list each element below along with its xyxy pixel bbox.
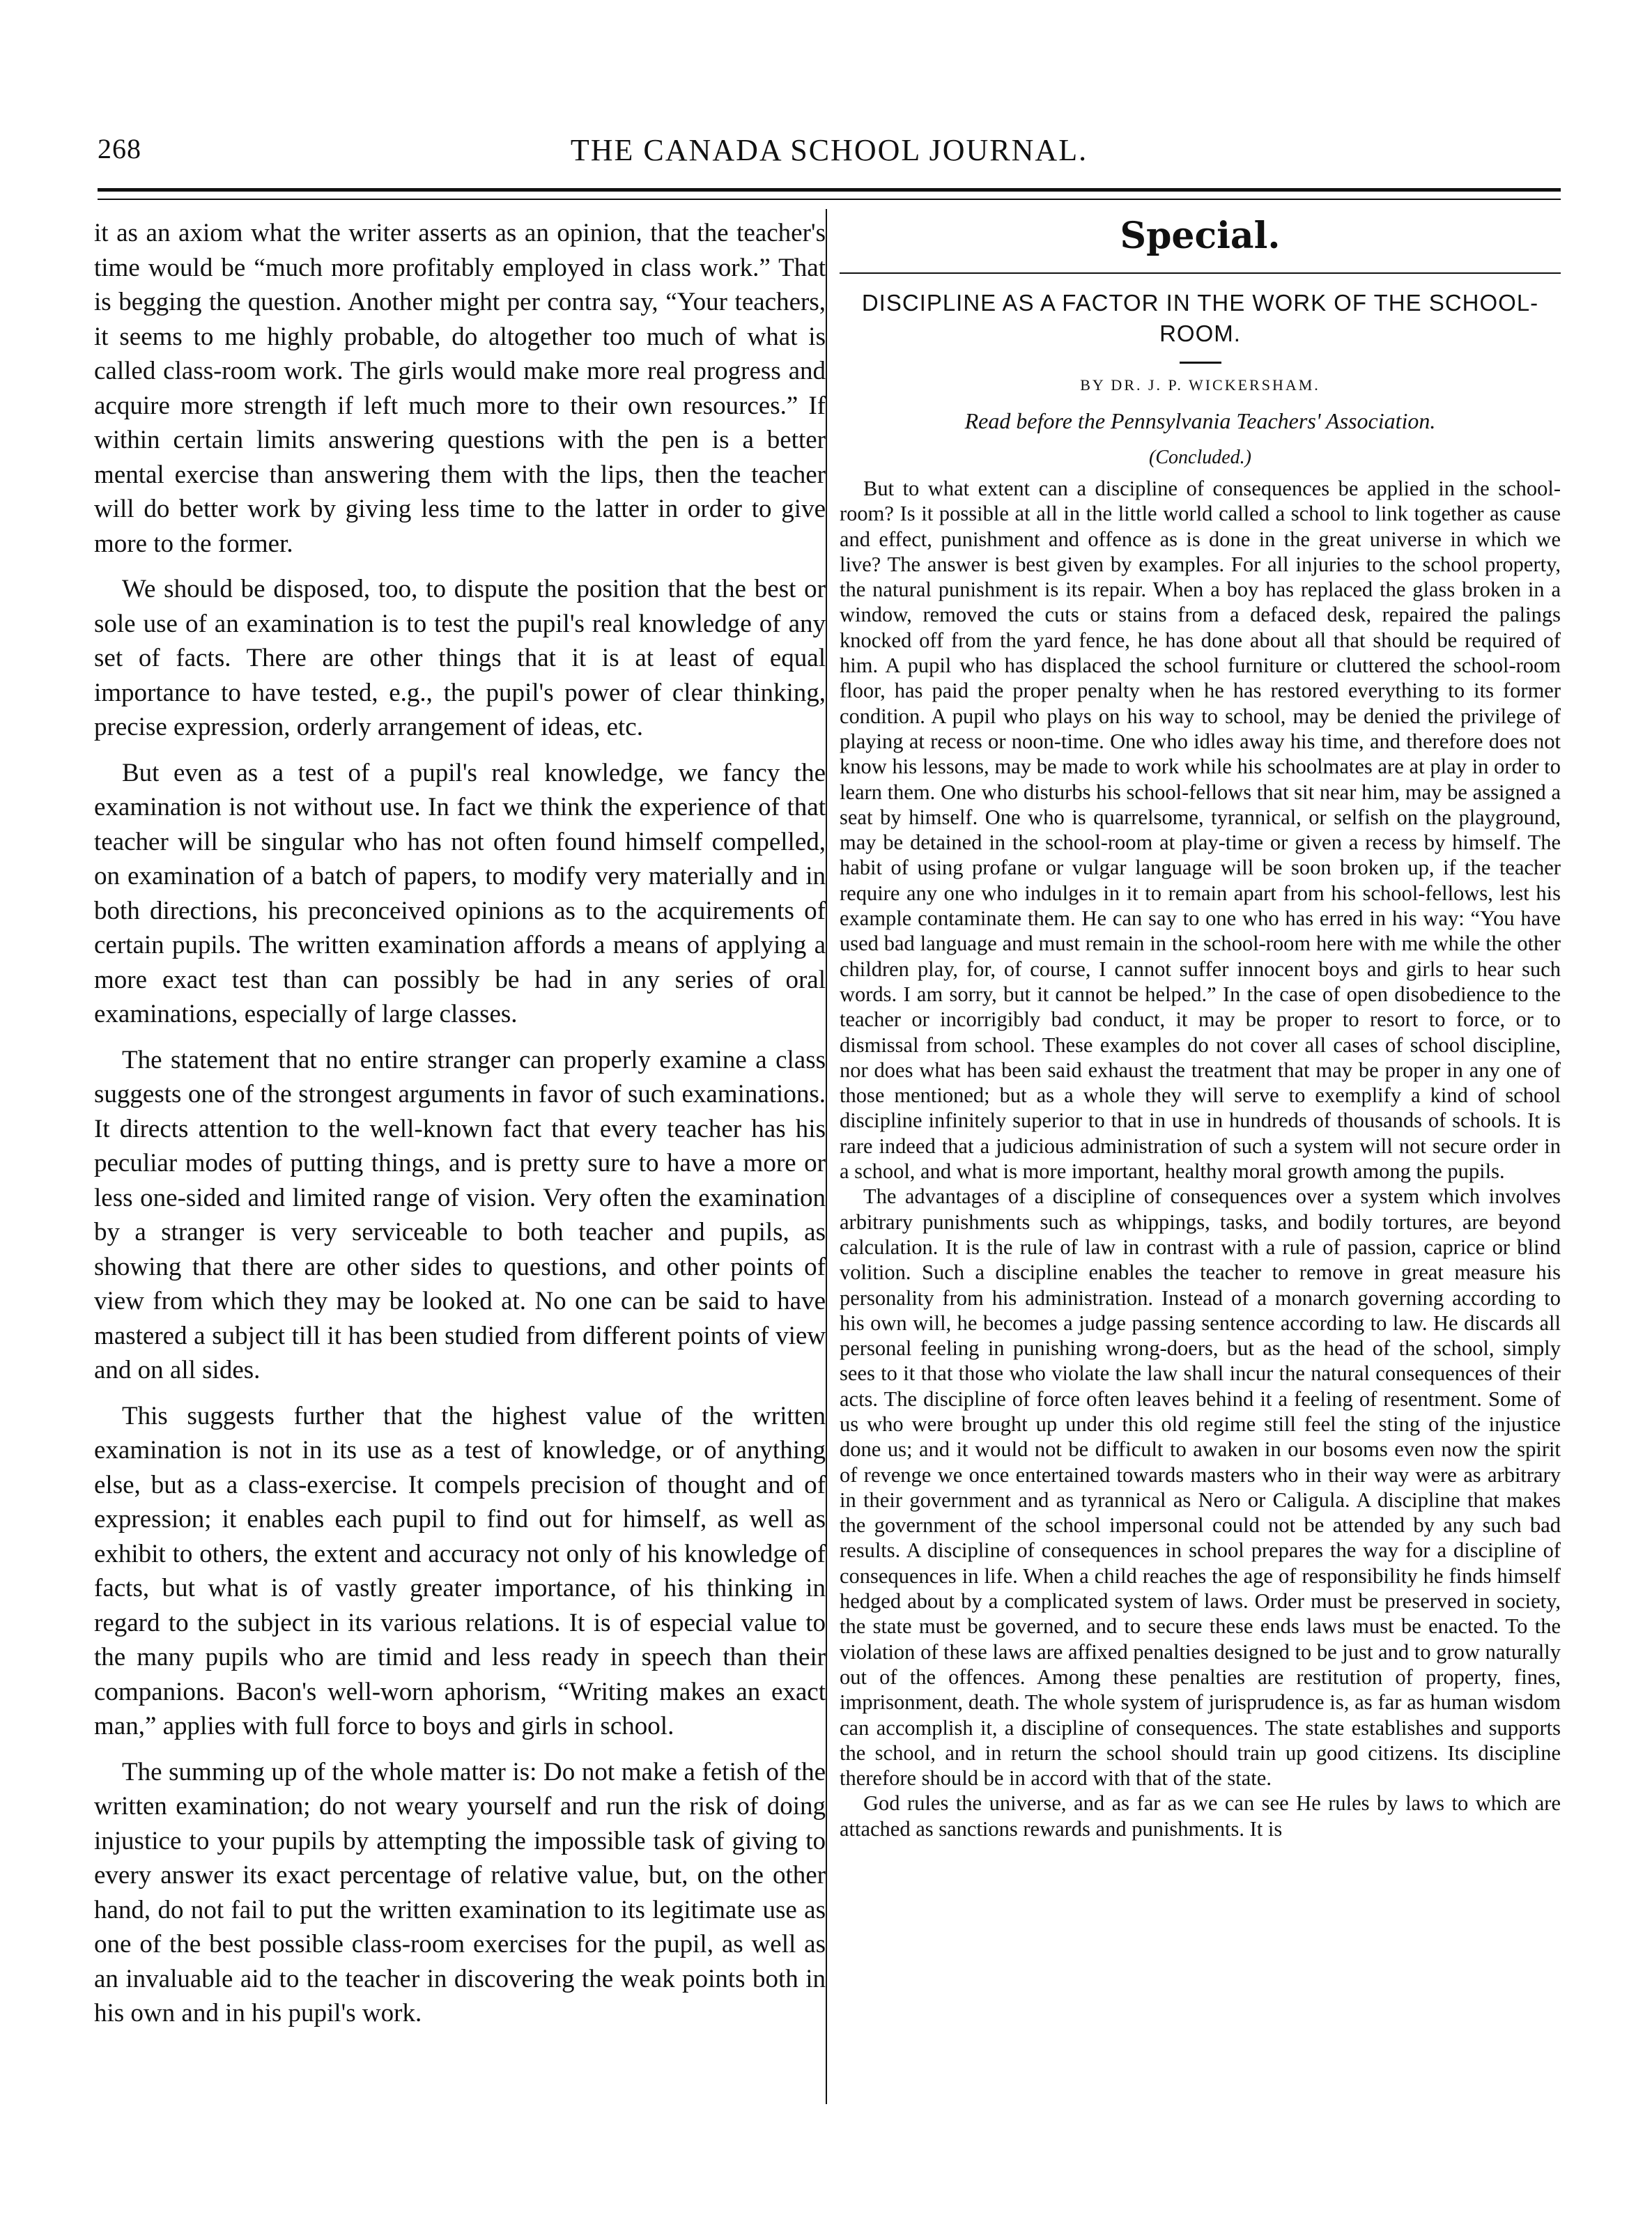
right-paragraph: The advantages of a discipline of consequences over a system which involves arbitrary punishments such as whippings, tasks, and bodily tortures, are beyond calculation. It is the rule of law in contrast with a rule of passion, caprice or blind volition. Such a discipline enables the teacher to remove in great measure his personality from his administration. Instead of a monarch governing according to his own will, he becomes a judge passing sentence according to law. He discards all personal feeling in punishing wrong-doers, but as the head of the school, simply sees to it that those who violate the law shall incur the natural consequences of their acts. The discipline of force often leaves behind it a feeling of resentment. Some of us who were brought up under this old regime still feel the sting of the injustice done us; and it would not be difficult to awaken in our bosoms even now the spirit of revenge we once entertained towards masters who in their way were as arbitrary in their government and as tyrannical as Nero or Caligula. A discipline that makes the government of the school impersonal could not be attended by any such bad results. A discipline of consequences in school prepares the way for a discipline of consequences in life. When a child reaches the age of responsibility he finds himself hedged about by a complicated system of laws. Order must be preserved in society, the state must be governed, and to secure these ends laws must be enacted. To the violation of these laws are affixed penalties designed to be just and to grow naturally out of the offences. Among these penalties are restitution of property, fines, imprisonment, death. The whole system of jurisprudence is, as far as human wisdom can accomplish it, a discipline of consequences. The state establishes and supports the school, and in return the school should train up good citizens. Its discipline therefore should be in accord with that of the state. xyxy=(840,1184,1561,1791)
left-paragraph: The statement that no entire stranger can properly examine a class suggests one of the strongest arguments in favor of such examinations. It directs attention to the well-known fact that every teacher has his peculiar modes of putting things, and is pretty sure to have a more or less one-sided and limited range of vision. Very often the examination by a stranger is very serviceable to both teacher and pupils, as showing that there are other sides to questions, and other points of view from which they may be looked at. No one can be said to have mastered a subject till it has been studied from different points of view and on all sides. xyxy=(94,1045,826,1384)
concluded-note: (Concluded.) xyxy=(1149,447,1251,468)
header-rule-thin xyxy=(98,199,1561,200)
right-column xyxy=(840,209,1561,1841)
right-paragraph: God rules the universe, and as far as we can see He rules by laws to which are attached as sanctions rewards and punishments. It is xyxy=(840,1791,1561,1841)
journal-title: THE CANADA SCHOOL JOURNAL. xyxy=(570,133,1088,167)
right-paragraph: But to what extent can a discipline of consequences be applied in the school-room? Is it possible at all in the little world called a school to link together as cause and effect, punishment and offence as is done in the great universe in which we live? The answer is best given by examples. For all injuries to the school property, the natural punishment is its repair. When a boy has replaced the glass broken in a window, removed the cuts or stains from a defaced desk, repaired the palings knocked off from the yard fence, he has done about all that should be required of him. A pupil who has displaced the school furniture or cluttered the school-room floor, has paid the proper penalty when he has restored everything to its former condition. A pupil who plays on his way to school, may be denied the privilege of playing at recess or noon-time. One who idles away his time, and therefore does not know his lessons, may be made to work while his schoolmates are at play in order to learn them. One who disturbs his school-fellows that sit near him, may be assigned a seat by himself. One who is quarrelsome, tyrannical, or selfish on the playground, may be detained in the school-room at play-time or given a recess by himself. The habit of using profane or vulgar language will be soon broken up, if the teacher require any one who indulges in it to remain apart from his school-fellows, lest his example contaminate them. He can say to one who has erred in his way: “You have used bad language and must remain in the school-room here with me while the other children play, for, of course, I cannot suffer innocent boys and girls to hear such words. I am sorry, but it cannot be helped.” In the case of open disobedience to the teacher or incorrigibly bad conduct, it may be proper to resort to force, or to dismissal from school. These examples do not cover all cases of school discipline, nor does what has been said exhaust the treatment that may be proper in any one of those mentioned; but as a whole they will serve to exemplify a kind of school discipline infinitely superior to that in use in hundreds of thousands of schools. It is rare indeed that a judicious administration of such a system will not secure order in a school, and what is more important, healthy moral growth among the pupils. xyxy=(840,477,1561,1184)
left-paragraph: We should be disposed, too, to dispute the position that the best or sole use of an examination is to test the pupil's real knowledge of any set of facts. There are other things that it is at least of equal importance to have tested, e.g., the pupil's power of clear thinking, precise expression, orderly arrangement of ideas, etc. xyxy=(94,575,826,741)
article-title: DISCIPLINE AS A FACTOR IN THE WORK OF THE SCHOOL-ROOM. xyxy=(861,290,1539,346)
page-header xyxy=(98,132,1561,174)
left-paragraph: it as an axiom what the writer asserts as an opinion, that the teacher's time would be “much more profitably employed in class work.” That is begging the question. Another might per contra say, “Your teachers, it seems to me highly probable, do altogether too much of what is called class-room work. The girls would make more real progress and acquire more strength if left much more to their own resources.” If within certain limits answering questions with the pen is a better mental exercise than answering them with the lips, then the teacher will do better work by giving less time to the latter in order to give more to the former. xyxy=(94,219,826,558)
column-divider xyxy=(826,209,827,2104)
byline: BY DR. J. P. WICKERSHAM. xyxy=(1080,376,1320,394)
page-number: 268 xyxy=(98,133,141,164)
title-rule xyxy=(1180,362,1221,364)
section-rule xyxy=(840,272,1561,274)
left-paragraph: The summing up of the whole matter is: Do not make a fetish of the written examination; do not weary yourself and run the risk of doing injustice to your pupils by attempting the impossible task of giving to every answer its exact percentage of relative value, but, on the other hand, do not fail to put the written examination to its legitimate use as one of the best possible class-room exercises for the pupil, as well as an invaluable aid to the teacher in discovering the weak points both in his own and in his pupil's work. xyxy=(94,1757,826,2027)
left-paragraph: But even as a test of a pupil's real knowledge, we fancy the examination is not without use. In fact we think the experience of that teacher will be singular who has not often found himself compelled, on examination of a batch of papers, to modify very materially and in both directions, his preconceived opinions as to the acquirements of certain pupils. The written examination affords a means of applying a more exact test than can possibly be had in any series of oral examinations, especially of large classes. xyxy=(94,758,826,1028)
left-paragraph: This suggests further that the highest value of the written examination is not in its use as a test of knowledge, or of anything else, but as a class-exercise. It compels precision of thought and of expression; it enables each pupil to find out for himself, as well as exhibit to others, the extent and accuracy not only of his knowledge of facts, but what is of vastly greater importance, of his thinking in regard to the subject in its various relations. It is of especial value to the many pupils who are timid and less ready in speech than their companions. Bacon's well-worn aphorism, “Writing makes an exact man,” applies with full force to boys and girls in school. xyxy=(94,1401,826,1740)
read-before-note: Read before the Pennsylvania Teachers' Association. xyxy=(964,408,1436,433)
section-title: Special. xyxy=(1120,215,1281,257)
header-rule-thick xyxy=(98,188,1561,192)
left-column xyxy=(94,216,826,2042)
